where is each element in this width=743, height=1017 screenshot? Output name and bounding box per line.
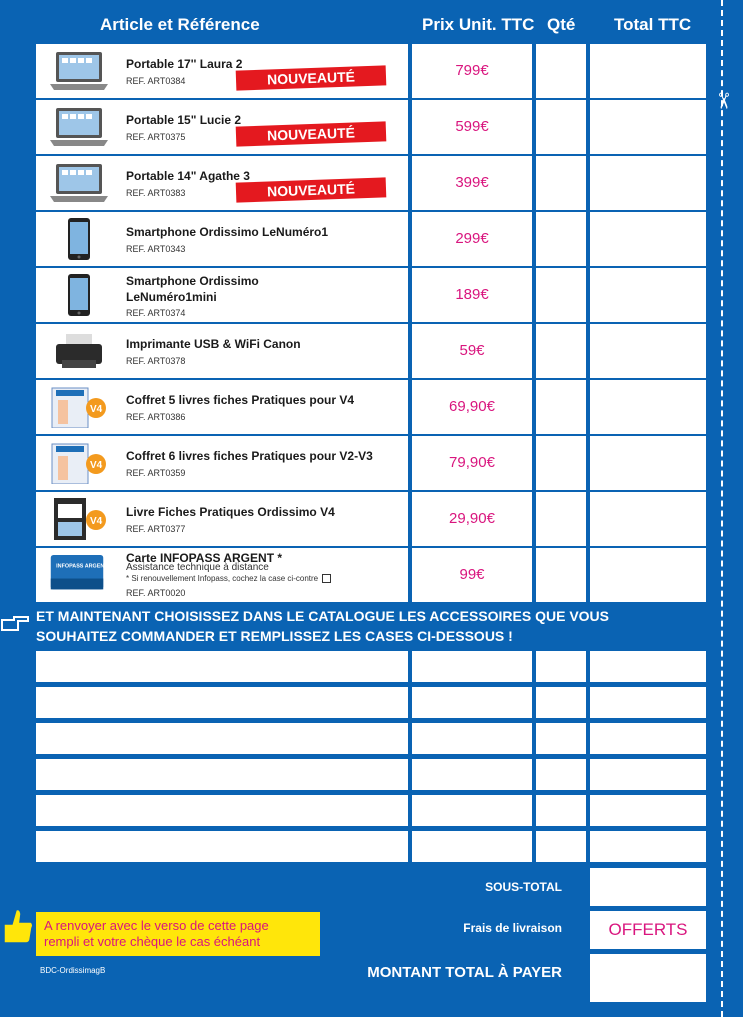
accessory-qty-input[interactable] — [536, 831, 586, 862]
product-name: Coffret 6 livres fiches Pratiques pour V2-V3 — [126, 449, 373, 463]
accessory-qty-input[interactable] — [536, 723, 586, 754]
accessory-article-input[interactable] — [36, 651, 408, 682]
infopass-note — [126, 574, 331, 584]
table-row — [36, 268, 706, 322]
accessory-row — [36, 651, 706, 682]
quantity-input[interactable] — [536, 380, 586, 434]
product-ref: REF. ART0375 — [126, 132, 186, 142]
accessory-total-input[interactable] — [590, 687, 706, 718]
table-row — [36, 100, 706, 154]
product-name: Carte INFOPASS ARGENT * — [126, 551, 283, 565]
product-price: 299€ — [455, 230, 489, 247]
subtotal-label: SOUS-TOTAL — [485, 880, 562, 894]
article-cell — [36, 436, 408, 490]
table-header — [0, 0, 712, 44]
cta-line-1: ET MAINTENANT CHOISISSEZ DANS LE CATALOGUE LES ACCESSOIRES QUE VOUS — [36, 608, 610, 624]
accessory-total-input[interactable] — [590, 759, 706, 790]
total-cell — [590, 212, 706, 266]
product-name: Portable 17'' Laura 2 — [126, 57, 243, 71]
table-row — [36, 324, 706, 378]
card-icon — [46, 555, 108, 593]
product-ref: REF. ART0384 — [126, 76, 186, 86]
smartphone-icon — [50, 218, 108, 260]
price-cell — [412, 324, 532, 378]
product-ref: REF. ART0343 — [126, 244, 186, 254]
total-cell — [590, 548, 706, 602]
shipping-value: OFFERTS — [590, 911, 706, 949]
accessory-qty-input[interactable] — [536, 687, 586, 718]
quantity-input[interactable] — [536, 212, 586, 266]
price-cell — [412, 100, 532, 154]
smartphone-icon — [50, 274, 108, 316]
total-cell — [590, 324, 706, 378]
product-price: 59€ — [459, 342, 485, 359]
accessory-article-input[interactable] — [36, 687, 408, 718]
price-cell — [412, 212, 532, 266]
price-cell — [412, 156, 532, 210]
article-cell — [36, 492, 408, 546]
table-row-infopass — [36, 548, 706, 602]
article-cell — [36, 44, 408, 98]
article-cell — [36, 548, 408, 602]
accessory-row — [36, 759, 706, 790]
quantity-input[interactable] — [536, 44, 586, 98]
article-cell — [36, 324, 408, 378]
product-price: 799€ — [455, 62, 489, 79]
product-ref: REF. ART0383 — [126, 188, 186, 198]
notice-line-2: rempli et votre chèque le cas échéant — [44, 934, 261, 949]
accessory-article-input[interactable] — [36, 759, 408, 790]
renewal-checkbox[interactable] — [322, 574, 331, 583]
quantity-input[interactable] — [536, 436, 586, 490]
product-price: 29,90€ — [449, 510, 495, 527]
cut-line — [721, 0, 723, 1017]
accessory-price-input[interactable] — [412, 723, 532, 754]
cta-line-2: SOUHAITEZ COMMANDER ET REMPLISSEZ LES CASES CI-DESSOUS ! — [36, 628, 513, 644]
product-price: 599€ — [455, 118, 489, 135]
product-ref: REF. ART0359 — [126, 468, 186, 478]
product-name: Smartphone Ordissimo LeNuméro1mini — [126, 274, 259, 304]
new-badge: NOUVEAUTÉ — [236, 65, 387, 90]
accessory-row — [36, 687, 706, 718]
thumbs-up-icon — [0, 906, 34, 946]
total-cell — [590, 492, 706, 546]
accessory-qty-input[interactable] — [536, 759, 586, 790]
quantity-input[interactable] — [536, 548, 586, 602]
table-row — [36, 380, 706, 434]
accessory-article-input[interactable] — [36, 723, 408, 754]
price-cell — [412, 436, 532, 490]
total-cell — [590, 380, 706, 434]
accessory-price-input[interactable] — [412, 831, 532, 862]
accessory-qty-input[interactable] — [536, 651, 586, 682]
product-name: Coffret 5 livres fiches Pratiques pour V4 — [126, 393, 355, 407]
accessory-price-input[interactable] — [412, 795, 532, 826]
svg-text:V4: V4 — [90, 516, 103, 527]
pointing-hand-icon — [0, 612, 30, 634]
article-cell — [36, 380, 408, 434]
table-row — [36, 492, 706, 546]
article-cell — [36, 156, 408, 210]
product-ref: REF. ART0374 — [126, 308, 186, 318]
accessory-row — [36, 795, 706, 826]
quantity-input[interactable] — [536, 100, 586, 154]
shipping-label: Frais de livraison — [463, 921, 562, 935]
product-name: Portable 15" Lucie 2 — [126, 113, 242, 127]
accessory-qty-input[interactable] — [536, 795, 586, 826]
laptop-icon — [50, 50, 108, 92]
total-cell — [590, 156, 706, 210]
accessory-total-input[interactable] — [590, 795, 706, 826]
product-ref: REF. ART0386 — [126, 412, 186, 422]
table-row — [36, 156, 706, 210]
product-price: 189€ — [455, 286, 489, 303]
printer-icon — [50, 330, 108, 372]
product-name: Imprimante USB & WiFi Canon — [126, 337, 301, 351]
price-cell — [412, 380, 532, 434]
total-cell — [590, 100, 706, 154]
book-box-icon — [50, 386, 108, 428]
card-text: INFOPASS ARGENT — [56, 563, 108, 570]
header-qty: Qté — [547, 15, 576, 34]
total-cell — [590, 436, 706, 490]
grand-total-label: MONTANT TOTAL À PAYER — [367, 964, 562, 981]
product-ref: REF. ART0377 — [126, 524, 186, 534]
quantity-input[interactable] — [536, 492, 586, 546]
price-cell — [412, 548, 532, 602]
infopass-note-text: * Si renouvellement Infopass, cochez la case ci-contre — [126, 574, 319, 583]
new-badge: NOUVEAUTÉ — [236, 177, 387, 202]
accessory-row — [36, 831, 706, 862]
book-icon — [50, 498, 108, 540]
accessories-instruction — [36, 606, 716, 646]
price-cell — [412, 44, 532, 98]
quantity-input[interactable] — [536, 268, 586, 322]
header-total: Total TTC — [614, 15, 692, 34]
subtotal-field[interactable] — [590, 868, 706, 906]
accessory-price-input[interactable] — [412, 651, 532, 682]
accessory-price-input[interactable] — [412, 687, 532, 718]
svg-text:V4: V4 — [90, 460, 103, 471]
accessory-total-input[interactable] — [590, 651, 706, 682]
header-article: Article et Référence — [100, 15, 260, 34]
table-row — [36, 212, 706, 266]
accessory-article-input[interactable] — [36, 831, 408, 862]
table-row — [36, 44, 706, 98]
total-cell — [590, 268, 706, 322]
accessory-total-input[interactable] — [590, 723, 706, 754]
notice-line-1: A renvoyer avec le verso de cette page — [44, 918, 269, 933]
quantity-input[interactable] — [536, 324, 586, 378]
product-name: Smartphone Ordissimo LeNuméro1 — [126, 225, 329, 239]
accessory-row — [36, 723, 706, 754]
product-price: 79,90€ — [449, 454, 495, 471]
product-price: 399€ — [455, 174, 489, 191]
scissors-icon: ✂ — [711, 91, 737, 111]
form-code: BDC-OrdissimagB — [40, 966, 106, 975]
product-name: Portable 14" Agathe 3 — [126, 169, 250, 183]
header-price: Prix Unit. TTC — [422, 15, 535, 34]
accessory-total-input[interactable] — [590, 831, 706, 862]
product-ref: REF. ART0020 — [126, 588, 186, 598]
accessory-price-input[interactable] — [412, 759, 532, 790]
product-price: 99€ — [459, 566, 485, 583]
article-cell — [36, 100, 408, 154]
return-notice — [36, 912, 320, 956]
new-badge: NOUVEAUTÉ — [236, 121, 387, 146]
product-ref: REF. ART0378 — [126, 356, 186, 366]
price-cell — [412, 268, 532, 322]
product-name: Livre Fiches Pratiques Ordissimo V4 — [126, 505, 335, 519]
article-cell — [36, 268, 408, 322]
grand-total-field[interactable] — [590, 954, 706, 1002]
table-row — [36, 436, 706, 490]
laptop-icon — [50, 106, 108, 148]
infopass-subtitle: Assistance technique à distance — [126, 562, 269, 573]
price-cell — [412, 492, 532, 546]
quantity-input[interactable] — [536, 156, 586, 210]
laptop-icon — [50, 162, 108, 204]
article-cell — [36, 212, 408, 266]
book-box-icon — [50, 442, 108, 484]
product-price: 69,90€ — [449, 398, 495, 415]
total-cell — [590, 44, 706, 98]
svg-text:V4: V4 — [90, 404, 103, 415]
accessory-article-input[interactable] — [36, 795, 408, 826]
